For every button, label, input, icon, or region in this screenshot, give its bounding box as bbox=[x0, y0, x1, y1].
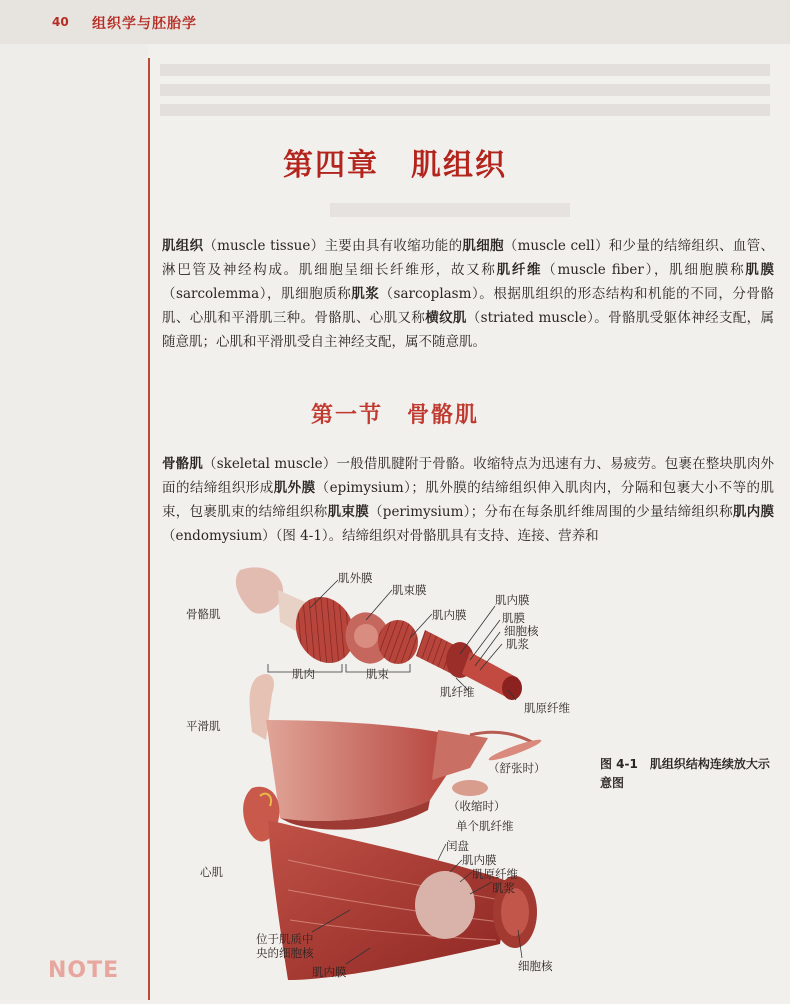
label-sarcolemma: 肌膜 bbox=[502, 611, 525, 625]
bleed-through-text bbox=[160, 64, 770, 124]
label-relaxed: （舒张时） bbox=[488, 761, 546, 775]
label-central-nucleus: 位于肌质中 央的细胞核 bbox=[256, 932, 314, 960]
muscle-illustration bbox=[170, 560, 610, 1000]
note-logo: NOTE bbox=[48, 958, 120, 983]
label-endomysium-2: 肌内膜 bbox=[495, 593, 530, 607]
section-title: 第一节 骨骼肌 bbox=[310, 402, 479, 428]
label-c-endomysium: 肌内膜 bbox=[462, 853, 497, 867]
label-endomysium: 肌内膜 bbox=[432, 608, 467, 622]
label-sarcoplasm: 肌浆 bbox=[506, 637, 529, 651]
chapter-title: 第四章 肌组织 bbox=[283, 148, 507, 183]
label-muscle: 肌肉 bbox=[292, 667, 315, 681]
label-c-nucleus: 细胞核 bbox=[518, 959, 553, 973]
label-disc: 闰盘 bbox=[446, 839, 469, 853]
figure-4-1 bbox=[170, 560, 610, 1000]
label-fiber: 肌纤维 bbox=[440, 685, 475, 699]
figure-caption: 图 4-1 肌组织结构连续放大示意图 bbox=[600, 757, 770, 790]
label-cardiac-muscle: 心肌 bbox=[200, 865, 223, 879]
running-title: 组织学与胚胎学 bbox=[92, 16, 197, 32]
page-number: 40 bbox=[52, 15, 69, 29]
label-epimysium: 肌外膜 bbox=[338, 571, 373, 585]
margin-rule bbox=[148, 58, 150, 1000]
label-c-sarcoplasm: 肌浆 bbox=[492, 881, 515, 895]
label-contracted: （收缩时） bbox=[448, 799, 506, 813]
intro-paragraph: 肌组织（muscle tissue）主要由具有收缩功能的肌细胞（muscle cell）和少量的结缔组织、血管、淋巴管及神经构成。肌细胞呈细长纤维形，故又称肌纤维（muscle fiber），肌细胞膜称肌膜（sarcolemma），肌细胞质称肌浆（sarcoplasm）。根据肌组织的形态结构和机能的不同，分骨骼肌、心肌和平滑肌三种。骨骼肌、心肌又称横纹肌（striated muscle）。骨骼肌受躯体神经支配，属随意肌；心肌和平滑肌受自主神经支配，属不随意肌。 bbox=[162, 238, 775, 350]
label-perimysium: 肌束膜 bbox=[392, 583, 427, 597]
bleed-through-text bbox=[330, 203, 570, 217]
label-nucleus: 细胞核 bbox=[504, 624, 539, 638]
label-bundle: 肌束 bbox=[366, 667, 389, 681]
label-c-endomysium-2: 肌内膜 bbox=[312, 965, 347, 979]
label-smooth-muscle: 平滑肌 bbox=[186, 719, 221, 733]
label-single-fiber: 单个肌纤维 bbox=[456, 819, 514, 833]
label-myofibril: 肌原纤维 bbox=[524, 701, 570, 715]
label-c-myofibril: 肌原纤维 bbox=[472, 867, 518, 881]
section-paragraph: 骨骼肌（skeletal muscle）一般借肌腱附于骨骼。收缩特点为迅速有力、易疲劳。包裹在整块肌肉外面的结缔组织形成肌外膜（epimysium）；肌外膜的结缔组织伸入肌肉内，分隔和包裹大小不等的肌束，包裹肌束的结缔组织称肌束膜（perimysium）；分布在每条肌纤维周围的少量结缔组织称肌内膜（endomysium）（图 4-1）。结缔组织对骨骼肌具有支持、连接、营养和 bbox=[162, 456, 775, 544]
label-skeletal-muscle: 骨骼肌 bbox=[186, 607, 221, 621]
